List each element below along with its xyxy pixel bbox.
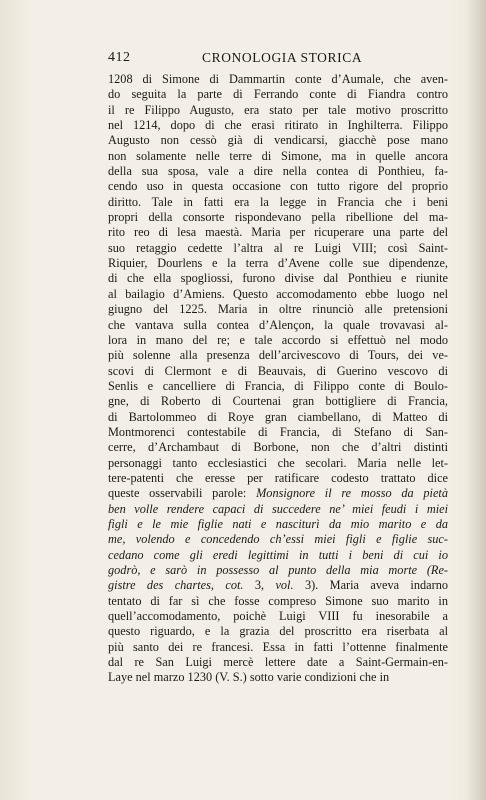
text-line	[108, 609, 448, 624]
text-segment: cendo uso in questa occasione con tutto rigore del proprio	[108, 179, 448, 194]
text-segment: 3). Maria aveva indarno	[293, 578, 448, 593]
text-segment: 1208 di Simone di Dammartin conte d’Aumale, che aven-	[108, 72, 448, 86]
text-segment: quell’accomodamento, poichè Luigi VIII fu inesorabile a	[108, 609, 448, 624]
text-line	[108, 456, 448, 471]
text-line	[108, 410, 448, 425]
text-segment: Senlis e cancelliere di Francia, di Filippo conte di Boulo-	[108, 378, 448, 393]
text-segment: di Bartolommeo di Roye gran ciambellano, di Matteo di	[108, 409, 448, 424]
text-segment: nel 1214, dopo di che erasi ritirato in Inghilterra. Filippo	[108, 118, 448, 133]
text-segment: gne, di Roberto di Courtenai gran bottigliere di Francia,	[108, 394, 448, 409]
text-line	[108, 210, 448, 225]
text-line	[108, 486, 448, 501]
italic-text-segment: ben volle rendere capaci di succedere ne’ miei feudi i miei	[108, 501, 448, 516]
text-segment: questo riguardo, e la grazia del proscritto era riserbata al	[108, 624, 448, 639]
text-line	[108, 379, 448, 394]
text-segment: diritto. Tale in fatti era la legge in Francia che i beni	[108, 194, 448, 209]
page-number: 412	[108, 50, 131, 65]
italic-text-segment: godrò, e sarò in possesso al punto della mia morte (Re-	[108, 563, 448, 577]
text-line	[108, 624, 448, 639]
text-line	[108, 670, 448, 685]
text-line	[108, 517, 448, 532]
text-segment: propri della consorte rispondevano pella ribellione del ma-	[108, 210, 448, 225]
text-line	[108, 271, 448, 286]
text-line	[108, 471, 448, 486]
text-segment: cerre, d’Archambaut di Borbone, non che d’altri distinti	[108, 440, 448, 455]
text-line	[108, 578, 448, 593]
text-segment: Montmorenci contestabile di Francia, di Stefano di San-	[108, 424, 448, 439]
text-segment: 3,	[243, 578, 276, 593]
text-segment: che vantava sulla contea d’Alençon, la quale trovavasi al-	[108, 317, 448, 332]
text-line	[108, 195, 448, 210]
text-segment: lora in mano del re; e tale accordo si effettuò nel modo	[108, 332, 448, 347]
italic-text-segment: cot.	[225, 578, 244, 593]
text-line	[108, 103, 448, 118]
italic-text-segment: me, volendo e concedendo ch’essi miei figli e figlie suc-	[108, 532, 448, 547]
text-line	[108, 394, 448, 409]
text-line	[108, 149, 448, 164]
text-segment: dal re San Luigi mercè lettere date a Saint-Germain-en-	[108, 655, 448, 670]
italic-text-segment: vol.	[275, 578, 294, 593]
text-segment: Laye nel marzo 1230 (V. S.) sotto varie condizioni che in	[108, 670, 390, 685]
text-line	[108, 532, 448, 547]
italic-text-segment: gistre des chartes	[108, 578, 211, 593]
text-line	[108, 563, 448, 578]
page-edge-shadow	[466, 0, 486, 800]
text-line	[108, 225, 448, 240]
text-segment: tere-patenti che eresse per ratificare codesto trattato dice	[108, 470, 448, 485]
text-segment: non solamente nelle terre di Simone, ma in quelle ancora	[108, 148, 448, 163]
text-segment: il re Filippo Augusto, era stato per tale motivo proscritto	[108, 102, 448, 117]
text-segment: al bailagio d’Amiens. Questo accomodamento ebbe luogo nel	[108, 286, 448, 301]
text-line	[108, 318, 448, 333]
text-line	[108, 256, 448, 271]
text-line	[108, 118, 448, 133]
text-line	[108, 364, 448, 379]
text-segment: do seguita la parte di Ferrando conte di Fiandra contro	[108, 87, 448, 102]
italic-text-segment: figli e le mie figlie nati e nasciturì da mio marito e da	[108, 516, 448, 531]
text-segment: scovi di Clermont e di Beauvais, di Guerino vescovo di	[108, 363, 448, 378]
text-line	[108, 164, 448, 179]
text-segment: rito reo di lesa maestà. Maria per ricuperare una parte del	[108, 225, 448, 240]
text-line	[108, 348, 448, 363]
text-line	[108, 287, 448, 302]
text-line	[108, 241, 448, 256]
text-segment: suo retaggio cedette l’altra al re Luigi VIII; così Saint-	[108, 240, 448, 255]
text-segment: di che ella spogliossi, furono divise dal Ponthieu e riunite	[108, 271, 448, 286]
text-segment: queste osservabili parole:	[108, 486, 257, 501]
text-segment: più solenne alla presenza dell’arcivescovo di Tours, dei ve-	[108, 348, 448, 363]
text-segment: Riquier, Dourlens e la terra d’Avene colle sue dipendenze,	[108, 256, 448, 271]
text-segment: giugno del 1225. Maria in oltre rinunciò alle pretensioni	[108, 302, 448, 317]
italic-text-segment: Monsignore il re mosso da pietà	[256, 486, 448, 501]
text-line	[108, 548, 448, 563]
text-line	[108, 440, 448, 455]
text-segment: della sua sposa, vale a dire nella contea di Ponthieu, fa-	[108, 164, 448, 179]
text-line	[108, 72, 448, 87]
text-line	[108, 655, 448, 670]
text-line	[108, 333, 448, 348]
page-header	[108, 50, 448, 68]
text-segment: più santo dei re francesi. Essa in fatti l’ottenne finalmente	[108, 639, 448, 654]
text-segment: ,	[210, 578, 226, 593]
text-line	[108, 594, 448, 609]
text-line	[108, 87, 448, 102]
text-line	[108, 502, 448, 517]
italic-text-segment: cedano come gli eredi legittimi in tutti i beni di cui io	[108, 547, 448, 562]
running-head: CRONOLOGIA STORICA	[202, 50, 363, 65]
text-line	[108, 302, 448, 317]
body-text	[108, 72, 448, 686]
text-segment: personaggi tanto ecclesiastici che secolari. Maria nelle let-	[108, 455, 448, 470]
text-segment: Augusto non cessò già di vendicarsi, giacchè pose mano	[108, 133, 448, 148]
text-line	[108, 640, 448, 655]
text-line	[108, 133, 448, 148]
text-line	[108, 179, 448, 194]
text-line	[108, 425, 448, 440]
text-segment: tentato di far sì che fosse compreso Simone suo marito in	[108, 593, 448, 608]
